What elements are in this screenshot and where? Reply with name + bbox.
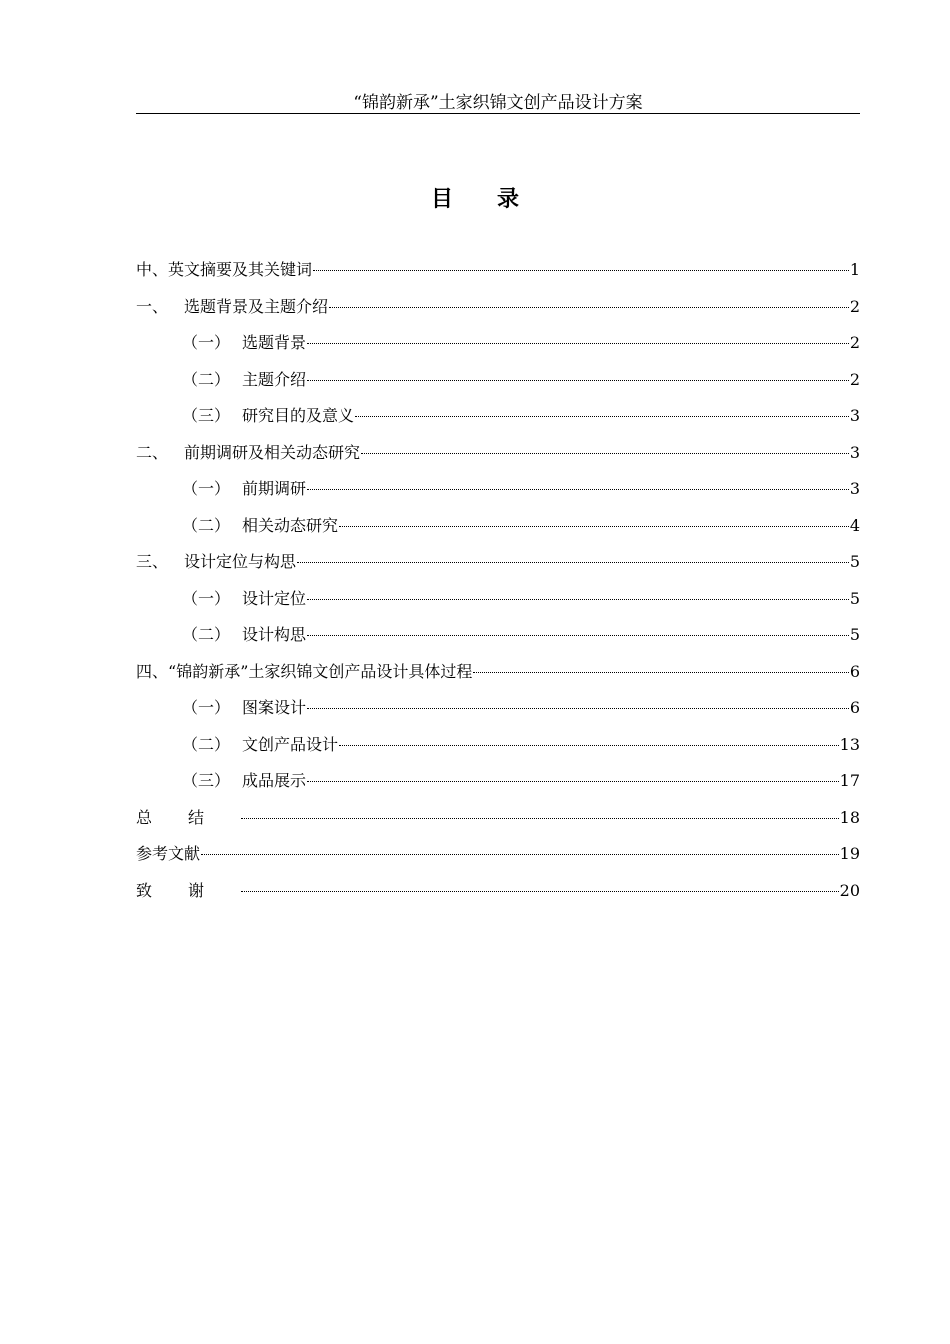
toc-entry-label: 参考文献 <box>136 844 201 863</box>
toc-entry-section-1-2[interactable] <box>136 366 860 403</box>
toc-entry-label: “锦韵新承”土家织锦文创产品设计具体过程 <box>168 661 473 681</box>
toc-entry-acknowledgements[interactable] <box>136 877 860 914</box>
toc-entry-number: （一） <box>182 479 231 498</box>
toc-title-left: 目 <box>430 186 453 212</box>
toc-entry-number: （二） <box>182 515 231 535</box>
toc-entry-label: 设计定位 <box>242 588 307 608</box>
toc-entry-number: （三） <box>182 406 231 425</box>
dot-leader <box>355 416 849 417</box>
toc-entry-label: 设计定位与构思 <box>184 552 297 571</box>
toc-entry-label: 成品展示 <box>242 771 307 790</box>
dot-leader <box>313 270 849 271</box>
toc-entry-section-1[interactable] <box>136 293 860 330</box>
toc-page-number: 19 <box>839 844 860 863</box>
toc-page-number: 6 <box>849 661 860 681</box>
dot-leader <box>339 526 849 527</box>
table-of-contents <box>136 256 860 913</box>
toc-entry-section-4-2[interactable] <box>136 731 860 768</box>
toc-entry-section-4[interactable] <box>136 658 860 695</box>
toc-entry-section-3-1[interactable] <box>136 585 860 622</box>
toc-entry-number: （二） <box>182 369 231 389</box>
toc-entry-section-2-2[interactable] <box>136 512 860 549</box>
toc-entry-number: （二） <box>182 625 231 644</box>
header-rule <box>136 113 860 114</box>
toc-entry-number: （一） <box>182 588 231 608</box>
toc-entry-label: 相关动态研究 <box>242 515 339 535</box>
toc-entry-number: 三、 <box>136 552 169 571</box>
toc-page-number: 5 <box>849 588 860 608</box>
dot-leader <box>307 343 849 344</box>
toc-page-number: 4 <box>849 515 860 535</box>
toc-page-number: 13 <box>839 734 860 754</box>
toc-title <box>0 184 950 214</box>
toc-entry-number: （一） <box>182 333 231 352</box>
toc-entry-label: 文创产品设计 <box>242 734 339 754</box>
toc-entry-label: 总结 <box>136 807 241 827</box>
toc-entry-section-4-3[interactable] <box>136 767 860 804</box>
dot-leader <box>307 708 849 709</box>
dot-leader <box>201 854 839 855</box>
dot-leader <box>307 489 849 490</box>
toc-entry-number: 四、 <box>136 661 169 681</box>
toc-page-number: 20 <box>839 880 860 900</box>
toc-entry-number: （二） <box>182 734 231 754</box>
toc-entry-section-2[interactable] <box>136 439 860 476</box>
toc-page-number: 3 <box>849 479 860 498</box>
toc-entry-section-4-1[interactable] <box>136 694 860 731</box>
toc-title-right: 录 <box>497 186 520 212</box>
toc-page-number: 17 <box>839 771 860 790</box>
toc-entry-label: 中、英文摘要及其关键词 <box>136 260 313 279</box>
toc-entry-section-2-1[interactable] <box>136 475 860 512</box>
toc-entry-label: 选题背景及主题介绍 <box>184 296 329 316</box>
dot-leader <box>361 453 849 454</box>
dot-leader <box>241 891 839 892</box>
toc-page-number: 1 <box>849 260 860 279</box>
toc-entry-number: （三） <box>182 771 231 790</box>
toc-entry-label: 选题背景 <box>242 333 307 352</box>
toc-page-number: 5 <box>849 625 860 644</box>
toc-entry-references[interactable] <box>136 840 860 877</box>
dot-leader <box>241 818 839 819</box>
toc-entry-label: 致谢 <box>136 880 241 900</box>
dot-leader <box>307 635 849 636</box>
toc-entry-section-3-2[interactable] <box>136 621 860 658</box>
dot-leader <box>297 562 849 563</box>
toc-page-number: 2 <box>849 296 860 316</box>
dot-leader <box>329 307 849 308</box>
toc-entry-label: 图案设计 <box>242 698 307 717</box>
toc-entry-number: 一、 <box>136 296 169 316</box>
running-header: “锦韵新承”土家织锦文创产品设计方案 <box>353 93 643 113</box>
toc-page-number: 2 <box>849 369 860 389</box>
toc-page-number: 3 <box>849 442 860 462</box>
toc-entry-abstract[interactable] <box>136 256 860 293</box>
toc-page-number: 5 <box>849 552 860 571</box>
toc-entry-section-1-1[interactable] <box>136 329 860 366</box>
toc-entry-section-3[interactable] <box>136 548 860 585</box>
dot-leader <box>473 672 848 673</box>
toc-page-number: 6 <box>849 698 860 717</box>
toc-page-number: 18 <box>839 807 860 827</box>
dot-leader <box>307 781 839 782</box>
dot-leader <box>307 380 849 381</box>
toc-entry-label: 研究目的及意义 <box>242 406 355 425</box>
dot-leader <box>339 745 839 746</box>
toc-entry-summary[interactable] <box>136 804 860 841</box>
toc-entry-number: （一） <box>182 698 231 717</box>
toc-entry-label: 前期调研 <box>242 479 307 498</box>
toc-page-number: 2 <box>849 333 860 352</box>
toc-entry-label: 前期调研及相关动态研究 <box>184 442 361 462</box>
toc-page-number: 3 <box>849 406 860 425</box>
dot-leader <box>307 599 849 600</box>
toc-entry-section-1-3[interactable] <box>136 402 860 439</box>
toc-entry-label: 主题介绍 <box>242 369 307 389</box>
toc-entry-label: 设计构思 <box>242 625 307 644</box>
toc-entry-number: 二、 <box>136 442 169 462</box>
